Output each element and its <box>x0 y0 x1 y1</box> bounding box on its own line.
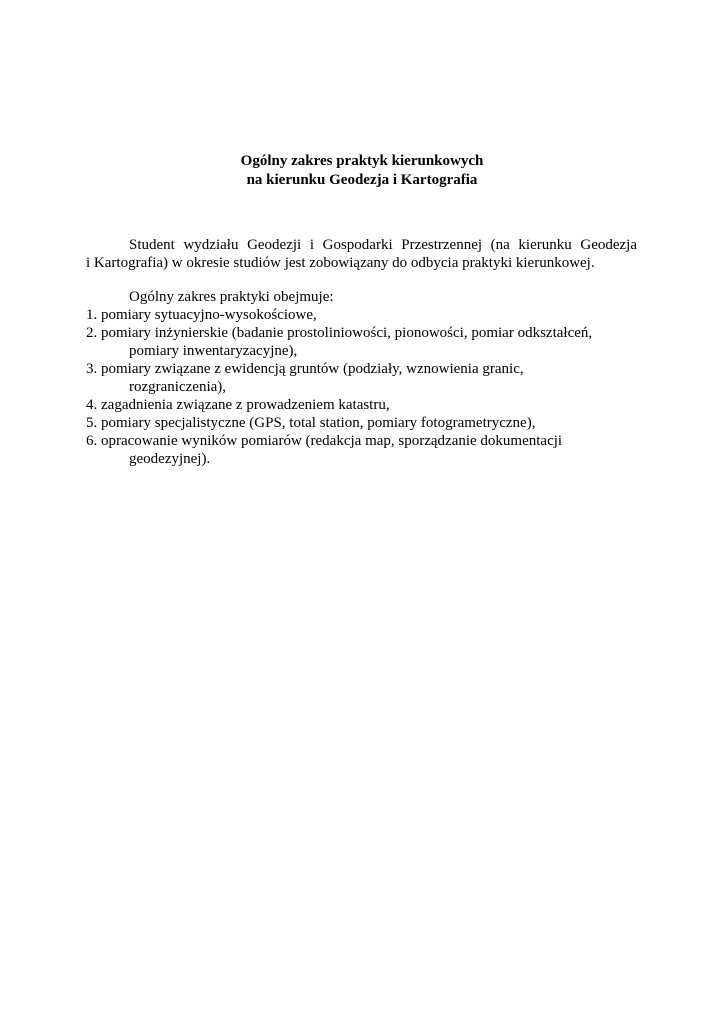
scope-section <box>86 288 646 468</box>
intro-line-1: Student wydziału Geodezji i Gospodarki Przestrzennej (na kierunku Geodezja <box>129 237 637 253</box>
list-item-continuation: pomiary inwentaryzacyjne), <box>129 343 298 359</box>
intro-line-2: i Kartografia) w okresie studiów jest zobowiązany do odbycia praktyki kierunkowej. <box>86 255 595 271</box>
list-item-continuation: rozgraniczenia), <box>129 379 227 395</box>
title-line-2: na kierunku Geodezja i Kartografia <box>246 172 478 188</box>
list-item <box>86 396 646 414</box>
list-item-text: 1. pomiary sytuacyjno-wysokościowe, <box>86 307 317 323</box>
list-item-text: 5. pomiary specjalistyczne (GPS, total station, pomiary fotogrametryczne), <box>86 415 536 431</box>
list-item <box>86 414 646 432</box>
list-item <box>86 360 646 396</box>
list-item-text: 6. opracowanie wyników pomiarów (redakcja map, sporządzanie dokumentacji <box>86 433 563 449</box>
list-item-text: 2. pomiary inżynierskie (badanie prostoliniowości, pionowości, pomiar odkształceń, <box>86 325 593 341</box>
scope-lead: Ogólny zakres praktyki obejmuje: <box>129 289 334 305</box>
document-title <box>0 152 724 190</box>
list-item <box>86 432 646 468</box>
list-item <box>86 306 646 324</box>
list-item-continuation: geodezyjnej). <box>129 451 211 467</box>
scope-list <box>86 306 646 468</box>
title-line-1: Ogólny zakres praktyk kierunkowych <box>240 153 484 169</box>
intro-paragraph <box>86 236 637 272</box>
list-item <box>86 324 646 360</box>
list-item-text: 3. pomiary związane z ewidencją gruntów (podziały, wznowienia granic, <box>86 361 524 377</box>
list-item-text: 4. zagadnienia związane z prowadzeniem katastru, <box>86 397 390 413</box>
